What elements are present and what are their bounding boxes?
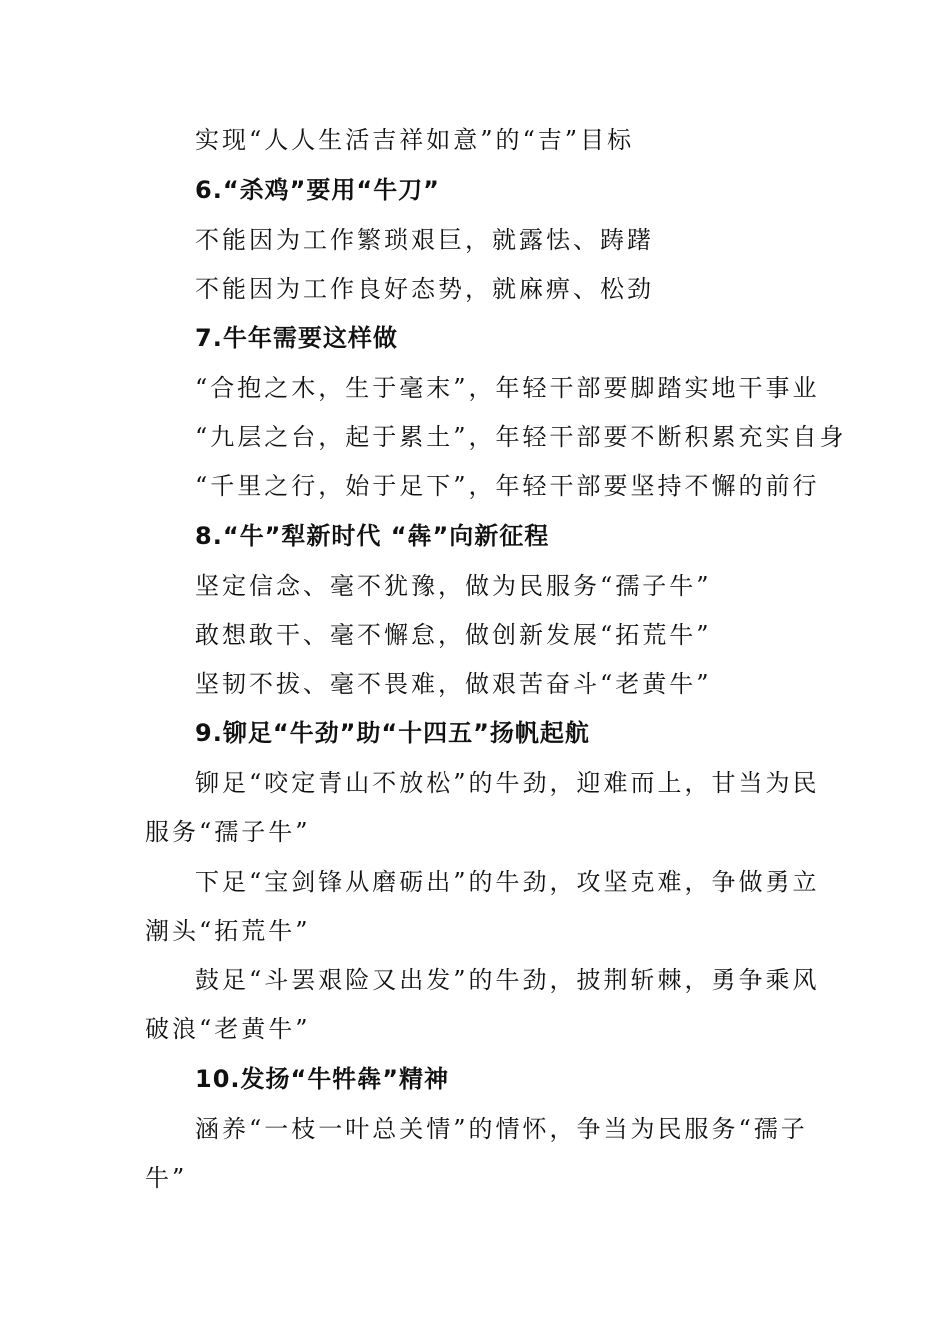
body-line: 不能因为工作繁琐艰巨，就露怯、踌躇 [195,226,654,254]
body-line: 破浪“老黄牛” [145,1015,311,1043]
section-heading-7: 7.牛年需要这样做 [195,324,398,352]
section-heading-10: 10.发扬“牛牪犇”精神 [195,1065,450,1093]
body-line: “合抱之木，生于毫末”，年轻干部要脚踏实地干事业 [195,374,820,402]
section-heading-8: 8.“牛”犁新时代 “犇”向新征程 [195,522,550,550]
section-heading-6: 6.“杀鸡”要用“牛刀” [195,176,440,204]
body-line: 下足“宝剑锋从磨砺出”的牛劲，攻坚克难，争做勇立 [195,868,820,896]
body-line: 坚定信念、毫不犹豫，做为民服务“孺子牛” [195,572,712,600]
section-heading-9: 9.铆足“牛劲”助“十四五”扬帆起航 [195,719,590,747]
body-line: “千里之行，始于足下”，年轻干部要坚持不懈的前行 [195,472,820,500]
body-line: 服务“孺子牛” [145,818,311,846]
body-line: 鼓足“斗罢艰险又出发”的牛劲，披荆斩棘，勇争乘风 [195,966,820,994]
body-line: 实现“人人生活吉祥如意”的“吉”目标 [195,126,635,154]
body-line: 涵养“一枝一叶总关情”的情怀，争当为民服务“孺子 [195,1115,808,1143]
body-line: 牛” [145,1164,188,1192]
body-line: 不能因为工作良好态势，就麻痹、松劲 [195,275,654,303]
body-line: 潮头“拓荒牛” [145,917,311,945]
body-line: 敢想敢干、毫不懈怠，做创新发展“拓荒牛” [195,621,712,649]
body-line: 坚韧不拔、毫不畏难，做艰苦奋斗“老黄牛” [195,670,712,698]
body-line: 铆足“咬定青山不放松”的牛劲，迎难而上，甘当为民 [195,769,820,797]
body-line: “九层之台，起于累土”，年轻干部要不断积累充实自身 [195,423,847,451]
